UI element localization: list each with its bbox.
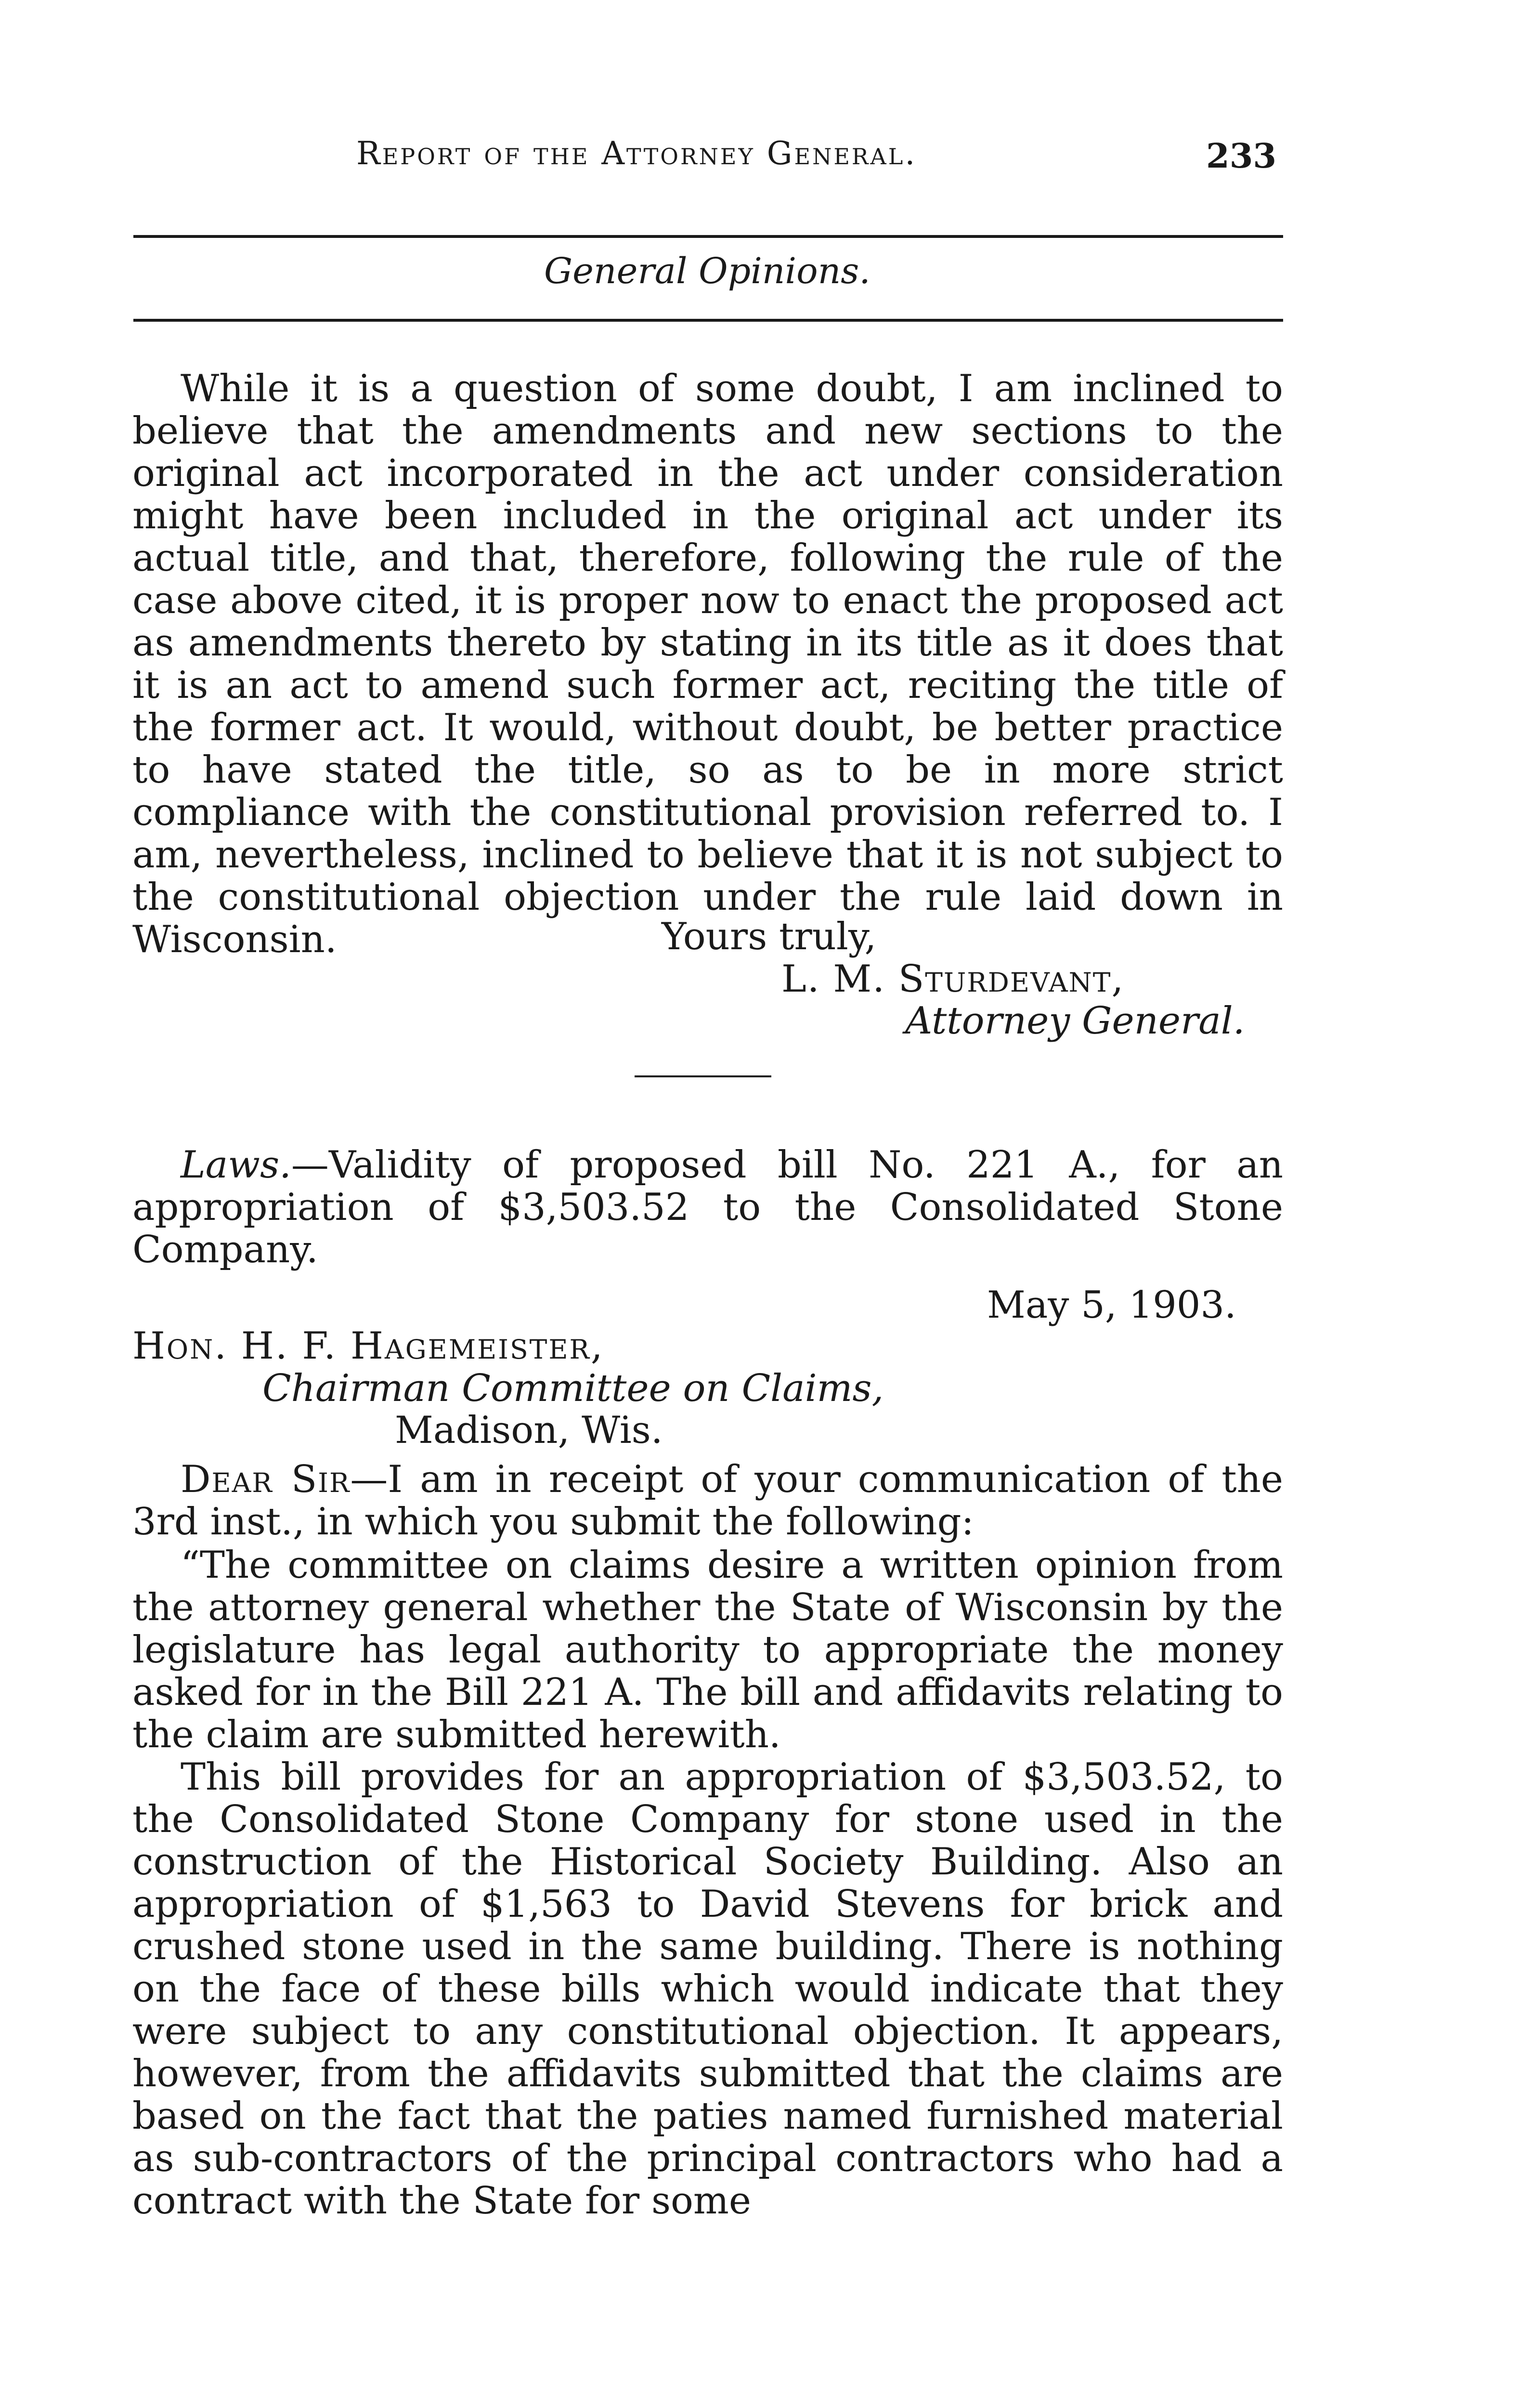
letter-date: May 5, 1903. (987, 1283, 1236, 1327)
opinion-1-body: While it is a question of some doubt, I am inclined to believe that the amendments and new sections to the original act incorporated in the act under consideration might have been included in the original act under its actual title, and that, therefore, following the rule of the case above cited, it is proper now to enact the proposed act as amendments thereto by stating in its title as it does that it is an act to amend such former act, reciting the title of the former act. It would, without doubt, be better practice to have stated the title, so as to be in more strict compliance with the constitutional provision referred to. I am, nevertheless, inclined to believe that it is not subject to the constitutional objection under the rule laid down in Wisconsin. (132, 367, 1283, 961)
addressee-title: Chairman Committee on Claims, (262, 1367, 884, 1410)
section-separator (635, 1075, 771, 1077)
salutation: Dear Sir (181, 1458, 351, 1501)
running-title: Report of the Attorney General. (356, 135, 917, 172)
letter-intro-text: —I am in receipt of your communication of the 3rd inst., in which you submit the following: (132, 1458, 1283, 1544)
section-heading: General Opinions. (544, 250, 870, 292)
opinion-2-headnote (132, 1143, 1283, 1271)
letter-intro (132, 1458, 1283, 1543)
headnote-topic: Laws. (181, 1143, 291, 1187)
addressee-name: Hon. H. F. Hagemeister, (132, 1324, 604, 1368)
addressee-city: Madison, Wis. (395, 1409, 663, 1452)
header-rule-bottom (133, 319, 1283, 322)
committee-quote: “The committee on claims desire a written opinion from the attorney general whether the State of Wisconsin by the legislature has legal authority to appropriate the money asked for in the Bill 221 A. The bill and affidavits relating to the claim are submitted herewith. (132, 1544, 1283, 1756)
page-number: 233 (1206, 136, 1277, 176)
signer-name: L. M. Sturdevant, (781, 957, 1125, 1001)
closing-line: Yours truly, (662, 915, 877, 958)
signer-title: Attorney General. (905, 999, 1245, 1043)
opinion-2-body: This bill provides for an appropriation of $3,503.52, to the Consolidated Stone Company for stone used in the construction of the Historical Society Building. Also an appropriation of $1,563 to David Stevens for brick and crushed stone used in the same building. There is nothing on the face of these bills which would indicate that they were subject to any constitutional objection. It appears, however, from the affidavits submitted that the claims are based on the fact that the paties named furnished material as sub-contractors of the principal contractors who had a contract with the State for some (132, 1755, 1283, 2223)
header-rule-top (133, 235, 1283, 238)
headnote-summary: —Validity of proposed bill No. 221 A., for an appropriation of $3,503.52 to the Consolidated Stone Company. (132, 1143, 1283, 1271)
